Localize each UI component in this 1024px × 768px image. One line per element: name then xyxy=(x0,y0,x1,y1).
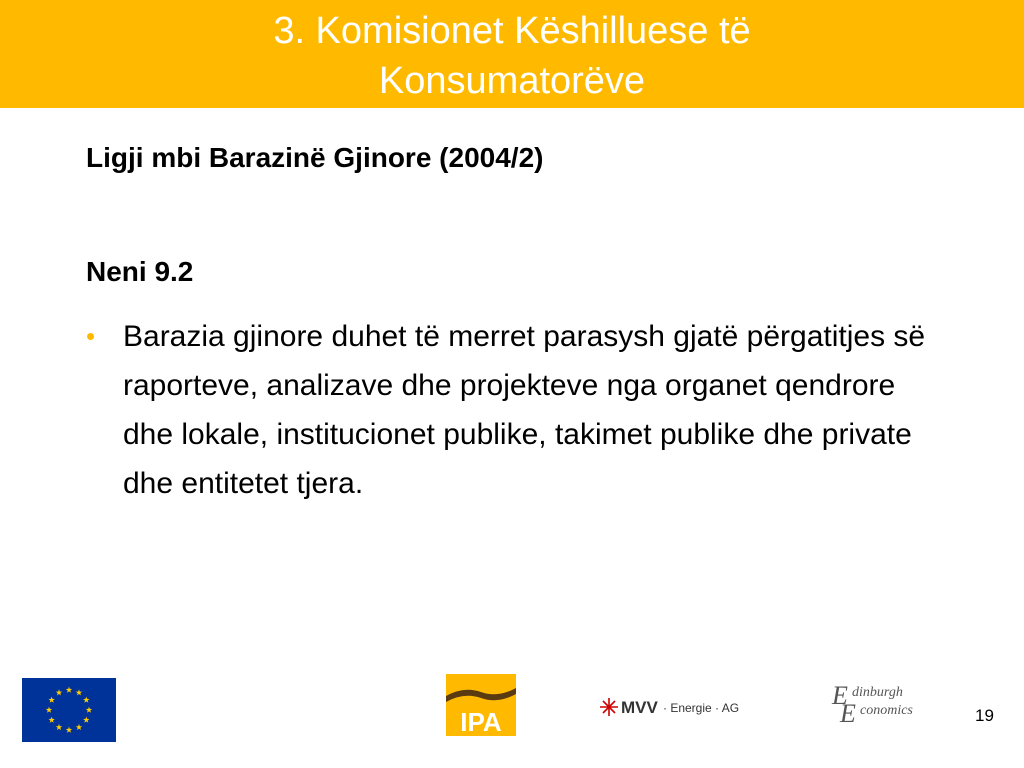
title-line-1: 3. Komisionet Këshilluese të xyxy=(273,10,751,52)
eu-flag-logo xyxy=(22,678,116,742)
edinburgh-economics-logo xyxy=(830,680,946,726)
page-number: 19 xyxy=(975,706,994,725)
ipa-logo-text: IPA xyxy=(460,707,502,736)
mvv-energie-logo xyxy=(598,694,746,720)
svg-text:E: E xyxy=(832,681,848,710)
slide-title xyxy=(0,6,1024,106)
ipa-logo xyxy=(446,674,516,736)
title-bar xyxy=(0,0,1024,108)
ee-logo-line1: dinburgh xyxy=(852,685,903,700)
law-heading: Ligji mbi Barazinë Gjinore (2004/2) xyxy=(86,142,544,173)
title-line-2: Konsumatorëve xyxy=(378,60,646,102)
bullet-icon: • xyxy=(86,321,96,351)
mvv-logo-subtext: · Energie · AG xyxy=(663,701,740,715)
ee-logo-line2: conomics xyxy=(860,703,913,718)
footer-logos xyxy=(0,660,1024,768)
article-heading: Neni 9.2 xyxy=(86,256,194,287)
svg-text:E: E xyxy=(840,699,856,726)
bullet-text: Barazia gjinore duhet të merret parasysh gjatë përgatitjes së raporteve, analizave dhe projekteve nga organet qendrore dhe lokale, institucionet publike, takimet publike dhe private dhe entitetet tjera. xyxy=(123,320,926,500)
mvv-logo-text: MVV xyxy=(621,698,658,717)
